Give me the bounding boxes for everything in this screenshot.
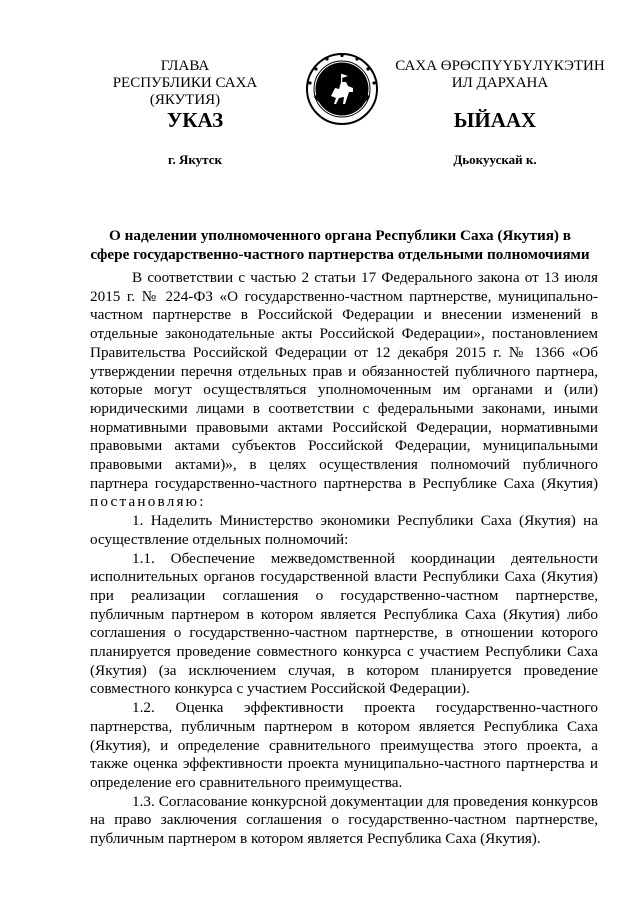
document-title [90,226,590,264]
coat-of-arms-emblem-icon [305,52,379,126]
preamble-paragraph [90,269,598,512]
header-right-line2: ИЛ ДАРХАНА [451,75,549,91]
doc-type-left: УКАЗ [166,108,224,132]
item-1-2: 1.2. Оценка эффективности проекта государственно-частного партнерства, публичным партнером в котором является Республика Саха (Якутия), и определение сравнительного преимущества этого проекта, а также оценка эффективности проекта муниципально-частного партнерства и определение его сравнительного преимущества. [90,699,598,791]
item-1-3: 1.3. Согласование конкурсной документации для проведения конкурсов на право заключения соглашения о государственно-частном партнерстве, публичным партнером в котором является Республика Саха (Якутия). [90,792,598,848]
document-body [90,269,598,849]
title-line1: О наделении уполномоченного органа Республики Саха (Якутия) в [109,227,571,244]
city-left: г. Якутск [168,152,222,167]
item-1: 1. Наделить Министерство экономики Республики Саха (Якутия) на осуществление отдельных полномочий: [90,512,598,548]
header-left-line2: РЕСПУБЛИКИ САХА (ЯКУТИЯ) [112,75,258,108]
doc-type-right: ЫЙААХ [453,108,537,132]
header-left-line1: ГЛАВА [160,58,210,74]
city-right: Дьокуускай к. [453,152,537,167]
header-right-line1: САХА ӨРӨСПҮҮБҮЛҮКЭТИН [395,58,605,74]
preamble-text: В соответствии с частью 2 статьи 17 Федерального закона от 13 июля 2015 г. № 224-ФЗ «О государственно-частном партнерстве, муниципально-частном партнерстве в Российской Федерации и внесении изменений в отдельные законодательные акты Российской Федерации», постановлением Правительства Российской Федерации от 12 декабря 2015 г. № 1366 «Об утверждении перечня отдельных прав и обязанностей публичного партнера, которые могут осуществляться уполномоченным им органами и (или) юридическими лицами в соответствии с федеральными законами, иными нормативными правовыми актами Российской Федерации, нормативными правовыми актами субъектов Российской Федерации, муниципальными правовыми актами)», в целях осуществления полномочий публичного партнера государственно-частного партнерства в Республике Саха (Якутия) [90,269,598,492]
header-right [390,58,610,92]
header-left [80,58,290,109]
decree-word: постановляю: [90,493,206,511]
item-1-1: 1.1. Обеспечение межведомственной координации деятельности исполнительных органов государственной власти Республики Саха (Якутия) при реализации соглашения о государственно-частном партнерстве, публичным партнером в котором является Республика Саха (Якутия) либо соглашения о государственно-частном партнерстве, в отношении которого планируется проведение совместного конкурса с участием Республики Саха (Якутия) (за исключением случая, в котором планируется проведение совместного конкурса с участием Российской Федерации). [90,549,598,698]
title-line2: сфере государственно-частного партнерства отдельными полномочиями [90,246,590,263]
